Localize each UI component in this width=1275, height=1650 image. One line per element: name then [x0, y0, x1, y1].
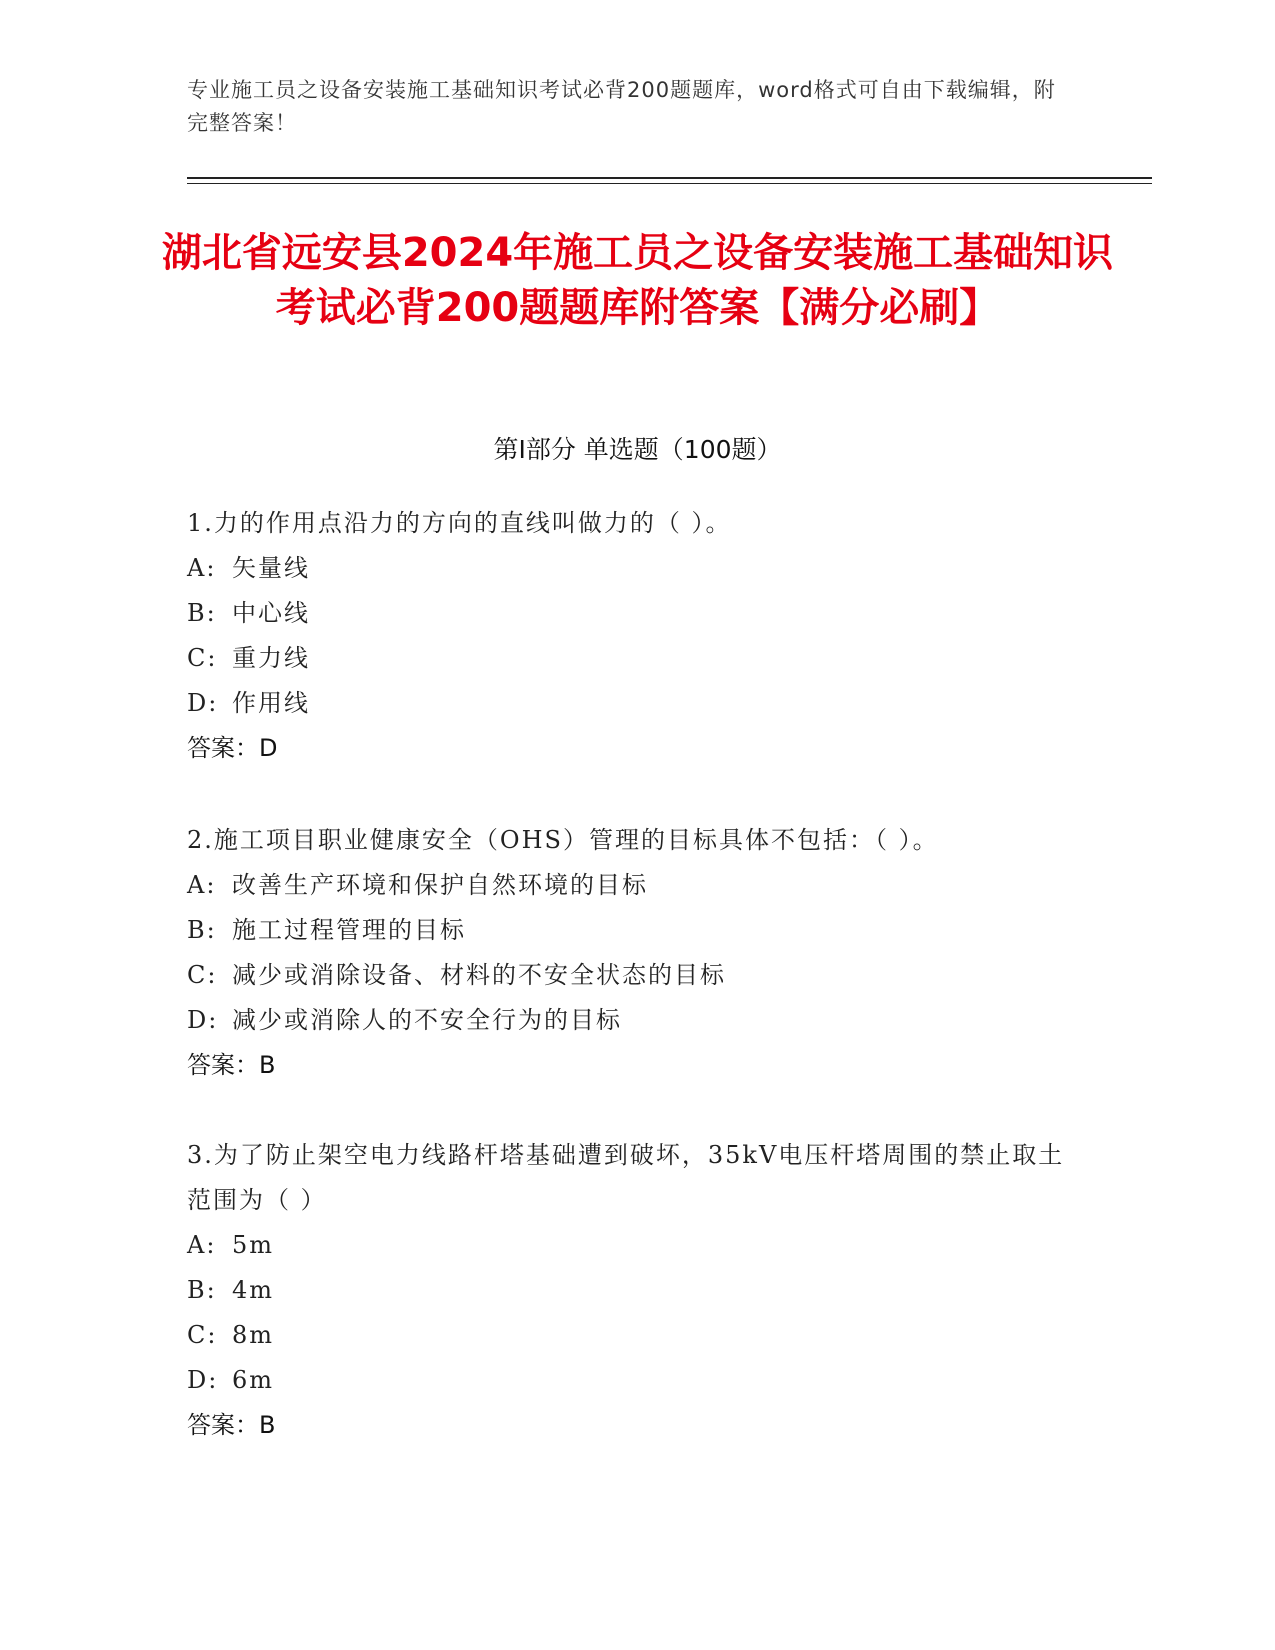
option-letter: C:	[187, 961, 218, 989]
option-text: 减少或消除人的不安全行为的目标	[232, 1006, 622, 1034]
question-stem: 2.施工项目职业健康安全（OHS）管理的目标具体不包括：（ ）。	[187, 826, 939, 854]
header-rule-thick	[187, 177, 1152, 179]
option-c	[187, 636, 1087, 681]
section-heading: 第Ⅰ部分 单选题（100题）	[493, 435, 782, 464]
option-d	[187, 1358, 1067, 1403]
option-a	[187, 863, 1087, 908]
option-letter: B:	[187, 916, 217, 944]
option-text: 4m	[232, 1276, 275, 1304]
option-letter: C:	[187, 1321, 218, 1349]
question-stem: 3.为了防止架空电力线路杆塔基础遭到破坏，35kV电压杆塔周围的禁止取土范围为（ ）	[187, 1141, 1065, 1214]
answer: 答案：B	[187, 1411, 276, 1439]
option-b	[187, 591, 1087, 636]
option-d	[187, 681, 1087, 726]
option-a	[187, 546, 1087, 591]
option-letter: C:	[187, 644, 218, 672]
question-stem: 1.力的作用点沿力的方向的直线叫做力的（ ）。	[187, 509, 732, 537]
option-b	[187, 1268, 1067, 1313]
question-3	[187, 1133, 1067, 1448]
option-letter: A:	[187, 554, 217, 582]
question-1	[187, 501, 1087, 771]
option-text: 减少或消除设备、材料的不安全状态的目标	[232, 961, 726, 989]
answer: 答案：B	[187, 1051, 276, 1079]
option-text: 施工过程管理的目标	[232, 916, 466, 944]
option-letter: A:	[187, 871, 217, 899]
answer: 答案：D	[187, 734, 278, 762]
option-d	[187, 998, 1087, 1043]
option-text: 作用线	[232, 689, 310, 717]
option-letter: D:	[187, 689, 219, 717]
option-text: 8m	[232, 1321, 275, 1349]
question-2	[187, 818, 1087, 1088]
option-text: 5m	[232, 1231, 275, 1259]
option-letter: A:	[187, 1231, 217, 1259]
option-b	[187, 908, 1087, 953]
header-rule-thin	[187, 183, 1152, 184]
header-note: 专业施工员之设备安装施工基础知识考试必背200题题库，word格式可自由下载编辑，附完整答案！	[187, 78, 1056, 135]
option-c	[187, 953, 1087, 998]
option-letter: D:	[187, 1006, 219, 1034]
option-text: 中心线	[232, 599, 310, 627]
option-a	[187, 1223, 1067, 1268]
document-title: 湖北省远安县2024年施工员之设备安装施工基础知识考试必背200题题库附答案【满分必刷】	[161, 230, 1114, 331]
option-text: 6m	[232, 1366, 275, 1394]
option-text: 矢量线	[232, 554, 310, 582]
option-text: 改善生产环境和保护自然环境的目标	[232, 871, 648, 899]
option-letter: B:	[187, 599, 217, 627]
option-c	[187, 1313, 1067, 1358]
option-letter: B:	[187, 1276, 217, 1304]
option-text: 重力线	[232, 644, 310, 672]
option-letter: D:	[187, 1366, 219, 1394]
